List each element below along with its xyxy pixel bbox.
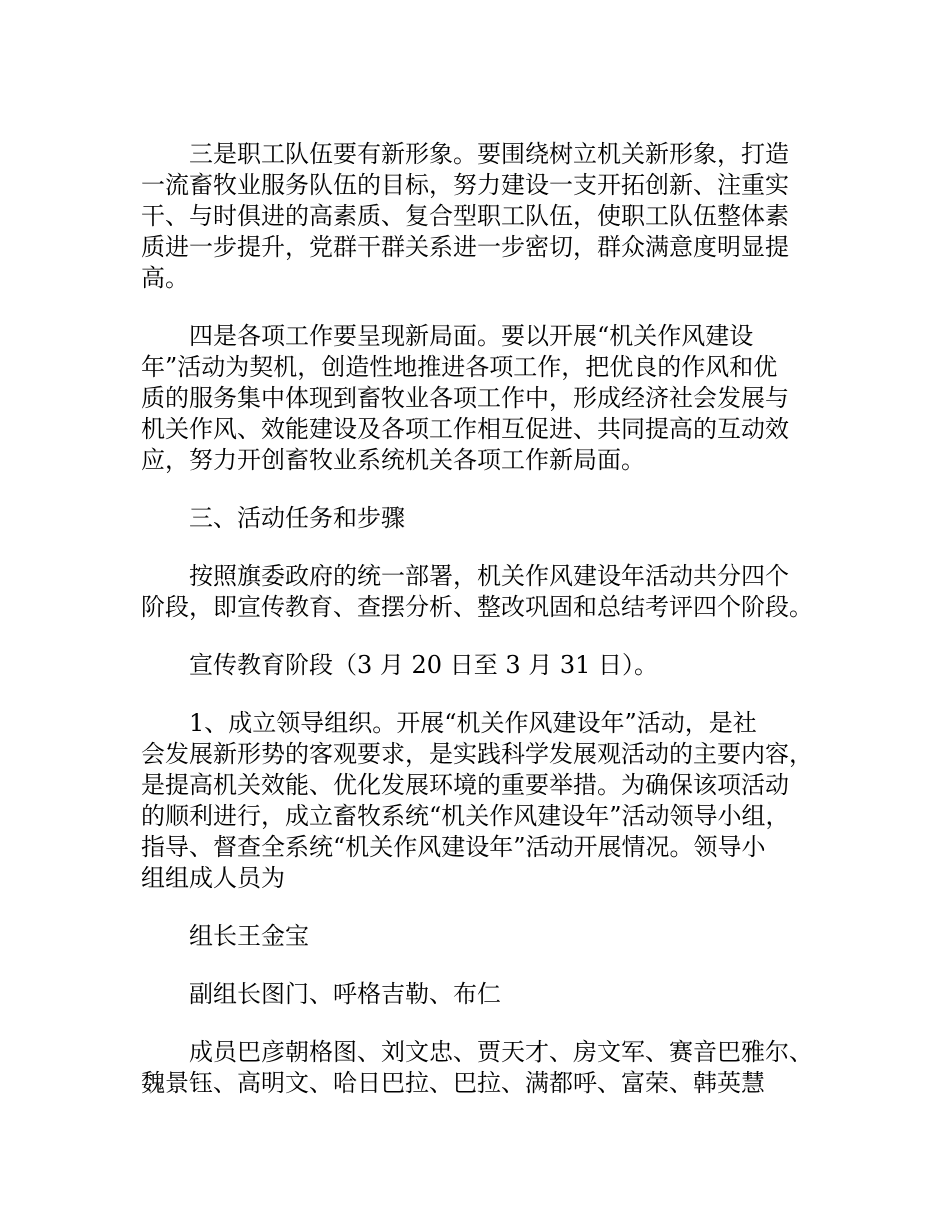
document-body <box>141 139 831 1126</box>
paragraph-leadership-organization <box>141 708 831 894</box>
text-line: 干、与时俱进的高素质、复合型职工队伍，使职工队伍整体素 <box>141 202 789 230</box>
text-line: 四是各项工作要呈现新局面。要以开展“机关作风建设 <box>189 322 754 350</box>
paragraph-work-new-situation <box>141 321 831 476</box>
text-line: 的顺利进行，成立畜牧系统“机关作风建设年”活动领导小组， <box>141 802 790 830</box>
paragraph-four-stages <box>141 561 831 623</box>
text-line: 质进一步提升，党群干群关系进一步密切，群众满意度明显提 <box>141 233 789 261</box>
text-line: 年”活动为契机，创造性地推进各项工作，把优良的作风和优 <box>141 353 778 381</box>
text-line: 会发展新形势的客观要求，是实践科学发展观活动的主要内容， <box>141 740 813 768</box>
text-line: 成员巴彦朝格图、刘文忠、贾天才、房文军、赛音巴雅尔、 <box>189 1038 813 1066</box>
text-line: 组组成人员为 <box>141 864 285 892</box>
text-line: 1、成立领导组织。开展“机关作风建设年”活动，是社 <box>189 709 757 737</box>
paragraph-members <box>141 1037 831 1099</box>
text-line: 指导、督查全系统“机关作风建设年”活动开展情况。领导小 <box>141 833 766 861</box>
text-line: 机关作风、效能建设及各项工作相互促进、共同提高的互动效 <box>141 415 789 443</box>
text-line: 应，努力开创畜牧业系统机关各项工作新局面。 <box>141 446 645 474</box>
paragraph-staff-image <box>141 139 831 294</box>
text-line: 副组长图门、呼格吉勒、布仁 <box>189 980 501 1008</box>
paragraph-group-leader <box>141 921 831 952</box>
heading-line: 三、活动任务和步骤 <box>189 504 405 532</box>
text-line: 一流畜牧业服务队伍的目标，努力建设一支开拓创新、注重实 <box>141 171 789 199</box>
text-line: 魏景钰、高明文、哈日巴拉、巴拉、满都呼、富荣、韩英慧 <box>141 1069 765 1097</box>
text-line: 宣传教育阶段（3 月 20 日至 3 月 31 日）。 <box>189 651 659 679</box>
text-line: 是提高机关效能、优化发展环境的重要举措。为确保该项活动 <box>141 771 789 799</box>
text-line: 组长王金宝 <box>189 922 309 950</box>
section-heading-tasks-steps <box>141 503 831 534</box>
text-line: 质的服务集中体现到畜牧业各项工作中，形成经济社会发展与 <box>141 384 789 412</box>
text-line: 高。 <box>141 264 189 292</box>
paragraph-education-stage <box>141 650 831 681</box>
text-line: 按照旗委政府的统一部署，机关作风建设年活动共分四个 <box>189 562 789 590</box>
text-line: 三是职工队伍要有新形象。要围绕树立机关新形象，打造 <box>189 140 789 168</box>
paragraph-deputy-leaders <box>141 979 831 1010</box>
text-line: 阶段，即宣传教育、查摆分析、整改巩固和总结考评四个阶段。 <box>141 593 813 621</box>
